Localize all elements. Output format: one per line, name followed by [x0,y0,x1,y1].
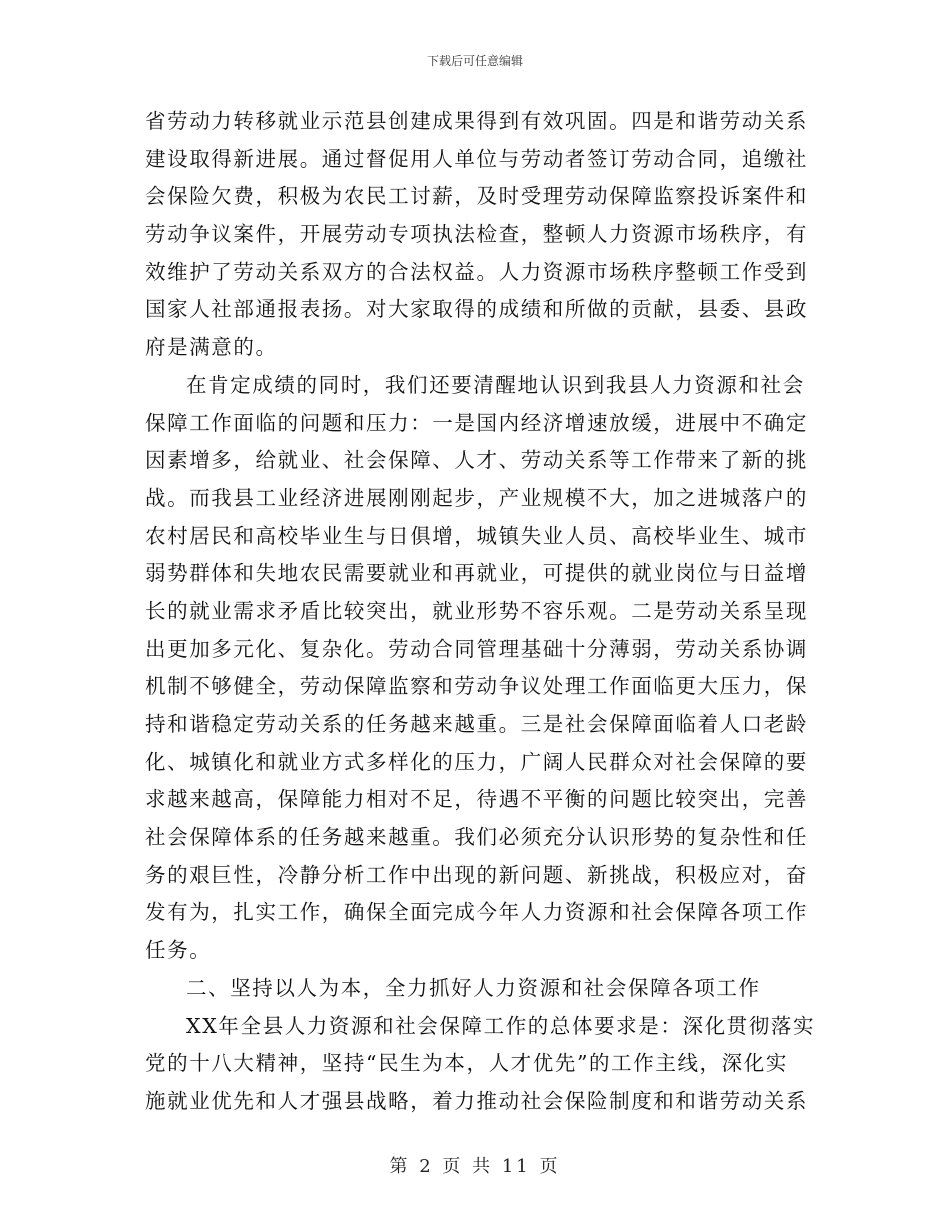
text-line: 农村居民和高校毕业生与日俱增，城镇失业人员、高校毕业生、城市 [145,523,808,548]
text-line: 因素增多，给就业、社会保障、人才、劳动关系等工作带来了新的挑 [145,448,808,473]
text-line: 长的就业需求矛盾比较突出，就业形势不容乐观。二是劳动关系呈现 [145,598,808,623]
text-line: 会保险欠费，积极为农民工讨薪，及时受理劳动保障监察投诉案件和 [145,184,808,209]
text-line: 持和谐稳定劳动关系的任务越来越重。三是社会保障面临着人口老龄 [145,712,808,736]
text-line: 战。而我县工业经济进展刚刚起步，产业规模不大，加之进城落户的 [145,485,808,510]
text-line: 建设取得新进展。通过督促用人单位与劳动者签订劳动合同，追缴社 [145,146,808,171]
text-line: 务的艰巨性，冷静分析工作中出现的新问题、新挑战，积极应对，奋 [145,862,808,887]
text-line: 保障工作面临的问题和压力：一是国内经济增速放缓，进展中不确定 [145,410,808,435]
text-line: 发有为，扎实工作，确保全面完成今年人力资源和社会保障各项工作 [145,900,808,925]
paragraph-start-line: XX年全县人力资源和社会保障工作的总体要求是：深化贯彻落实 [186,1013,816,1038]
text-line: 机制不够健全，劳动保障监察和劳动争议处理工作面临更大压力，保 [145,674,808,699]
text-line: 党的十八大精神，坚持“民生为本，人才优先”的工作主线，深化实 [145,1051,788,1076]
text-line: 求越来越高，保障能力相对不足，待遇不平衡的问题比较突出，完善 [145,787,808,812]
paragraph-start-line: 在肯定成绩的同时，我们还要清醒地认识到我县人力资源和社会 [186,372,805,397]
text-line: 效维护了劳动关系双方的合法权益。人力资源市场秩序整顿工作受到 [145,259,808,284]
text-line: 劳动争议案件，开展劳动专项执法检查，整顿人力资源市场秩序，有 [145,222,808,247]
page-header: 下载后可任意编辑 [426,54,523,68]
page-number-footer: 第 2 页 共 11 页 [389,1156,561,1177]
document-body [145,103,816,1121]
text-line: 化、城镇化和就业方式多样化的压力，广阔人民群众对社会保障的要 [145,749,808,774]
text-line: 社会保障体系的任务越来越重。我们必须充分认识形势的复杂性和任 [145,825,808,850]
section-heading: 二、坚持以人为本，全力抓好人力资源和社会保障各项工作 [186,975,761,1000]
text-line: 施就业优先和人才强县战略，着力推动社会保险制度和和谐劳动关系 [145,1088,808,1113]
text-line: 弱势群体和失地农民需要就业和再就业，可提供的就业岗位与日益增 [145,561,808,586]
text-line: 出更加多元化、复杂化。劳动合同管理基础十分薄弱，劳动关系协调 [145,636,808,661]
text-line: 任务。 [145,938,212,963]
text-line: 府是满意的。 [145,335,278,360]
text-line: 国家人社部通报表扬。对大家取得的成绩和所做的贡献，县委、县政 [145,297,808,322]
text-line: 省劳动力转移就业示范县创建成果得到有效巩固。四是和谐劳动关系 [145,109,808,133]
